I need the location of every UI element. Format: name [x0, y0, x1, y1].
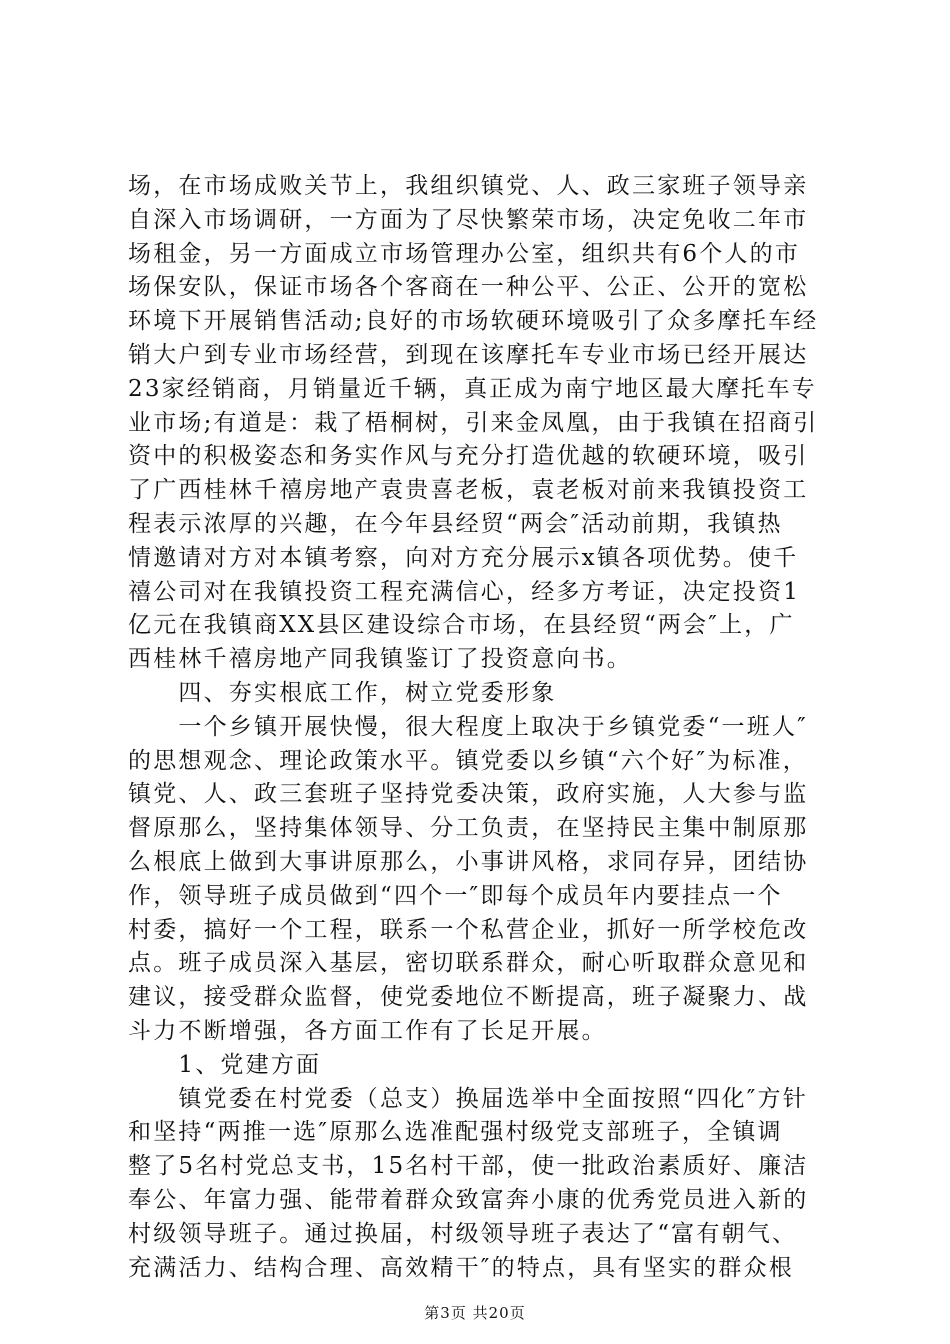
- text-line: 村级领导班子。通过换届，村级领导班子表达了“富有朝气、: [128, 1220, 798, 1247]
- text-line: 自深入市场调研，一方面为了尽快繁荣市场，决定免收二年市: [128, 206, 809, 233]
- text-line: 镇党委在村党委（总支）换届选举中全面按照“四化″方针: [128, 1085, 808, 1112]
- text-line: 23家经销商，月销量近千辆，真正成为南宁地区最大摩托车专: [128, 375, 817, 402]
- page-number-label: 第3页 共20页: [424, 1304, 526, 1322]
- text-line: 环境下开展销售活动;良好的市场软硬环境吸引了众多摩托车经: [128, 308, 819, 335]
- text-line: 村委，搞好一个工程，联系一个私营企业，抓好一所学校危改: [128, 916, 809, 943]
- section-heading: 四、夯实根底工作，树立党委形象: [128, 679, 557, 706]
- text-line: 督原那么，坚持集体领导、分工负责，在坚持民主集中制原那: [128, 815, 809, 842]
- text-line: 奉公、年富力强、能带着群众致富奔小康的优秀党员进入新的: [128, 1186, 809, 1213]
- text-line: 建议，接受群众监督，使党委地位不断提高，班子凝聚力、战: [128, 984, 809, 1011]
- text-line: 一个乡镇开展快慢，很大程度上取决于乡镇党委“一班人″: [128, 713, 808, 740]
- text-line: 禧公司对在我镇投资工程充满信心，经多方考证，决定投资1: [128, 578, 801, 605]
- text-line: 西桂林千禧房地产同我镇鉴订了投资意向书。: [128, 646, 632, 673]
- text-line: 和坚持“两推一选″原那么选准配强村级党支部班子，全镇调: [128, 1119, 783, 1146]
- text-line: 了广西桂林千禧房地产袁贵喜老板，袁老板对前来我镇投资工: [128, 477, 809, 504]
- text-line: 销大户到专业市场经营，到现在该摩托车专业市场已经开展达: [128, 341, 809, 368]
- text-line: 镇党、人、政三套班子坚持党委决策，政府实施，人大参与监: [128, 781, 809, 808]
- text-line: 的思想观念、理论政策水平。镇党委以乡镇“六个好″为标准，: [128, 747, 808, 774]
- text-line: 充满活力、结构合理、高效精干″的特点，具有坚实的群众根: [128, 1254, 794, 1281]
- text-line: 斗力不断增强，各方面工作有了长足开展。: [128, 1017, 607, 1044]
- text-line: 业市场;有道是：栽了梧桐树，引来金凤凰，由于我镇在招商引: [128, 409, 819, 436]
- text-line: 整了5名村党总支书，15名村干部，使一批政治素质好、廉洁: [128, 1153, 809, 1180]
- text-line: 亿元在我镇商XX县区建设综合市场，在县经贸“两会″上，广: [128, 612, 795, 639]
- subsection-heading: 1、党建方面: [128, 1051, 322, 1078]
- text-line: 作，领导班子成员做到“四个一″即每个成员年内要挂点一个: [128, 882, 783, 909]
- document-body: [128, 170, 828, 1285]
- text-line: 情邀请对方对本镇考察，向对方充分展示x镇各项优势。使千: [128, 544, 799, 571]
- text-line: 么根底上做到大事讲原那么，小事讲风格，求同存异，团结协: [128, 848, 809, 875]
- page-footer: [0, 1302, 950, 1323]
- text-line: 程表示浓厚的兴趣，在今年县经贸“两会″活动前期，我镇热: [128, 510, 783, 537]
- text-line: 资中的积极姿态和务实作风与充分打造优越的软硬环境，吸引: [128, 443, 809, 470]
- text-line: 场保安队，保证市场各个客商在一种公平、公正、公开的宽松: [128, 274, 809, 301]
- text-line: 点。班子成员深入基层，密切联系群众，耐心听取群众意见和: [128, 950, 809, 977]
- text-line: 场租金，另一方面成立市场管理办公室，组织共有6个人的市: [128, 240, 801, 267]
- text-line: 场，在市场成败关节上，我组织镇党、人、政三家班子领导亲: [128, 173, 809, 199]
